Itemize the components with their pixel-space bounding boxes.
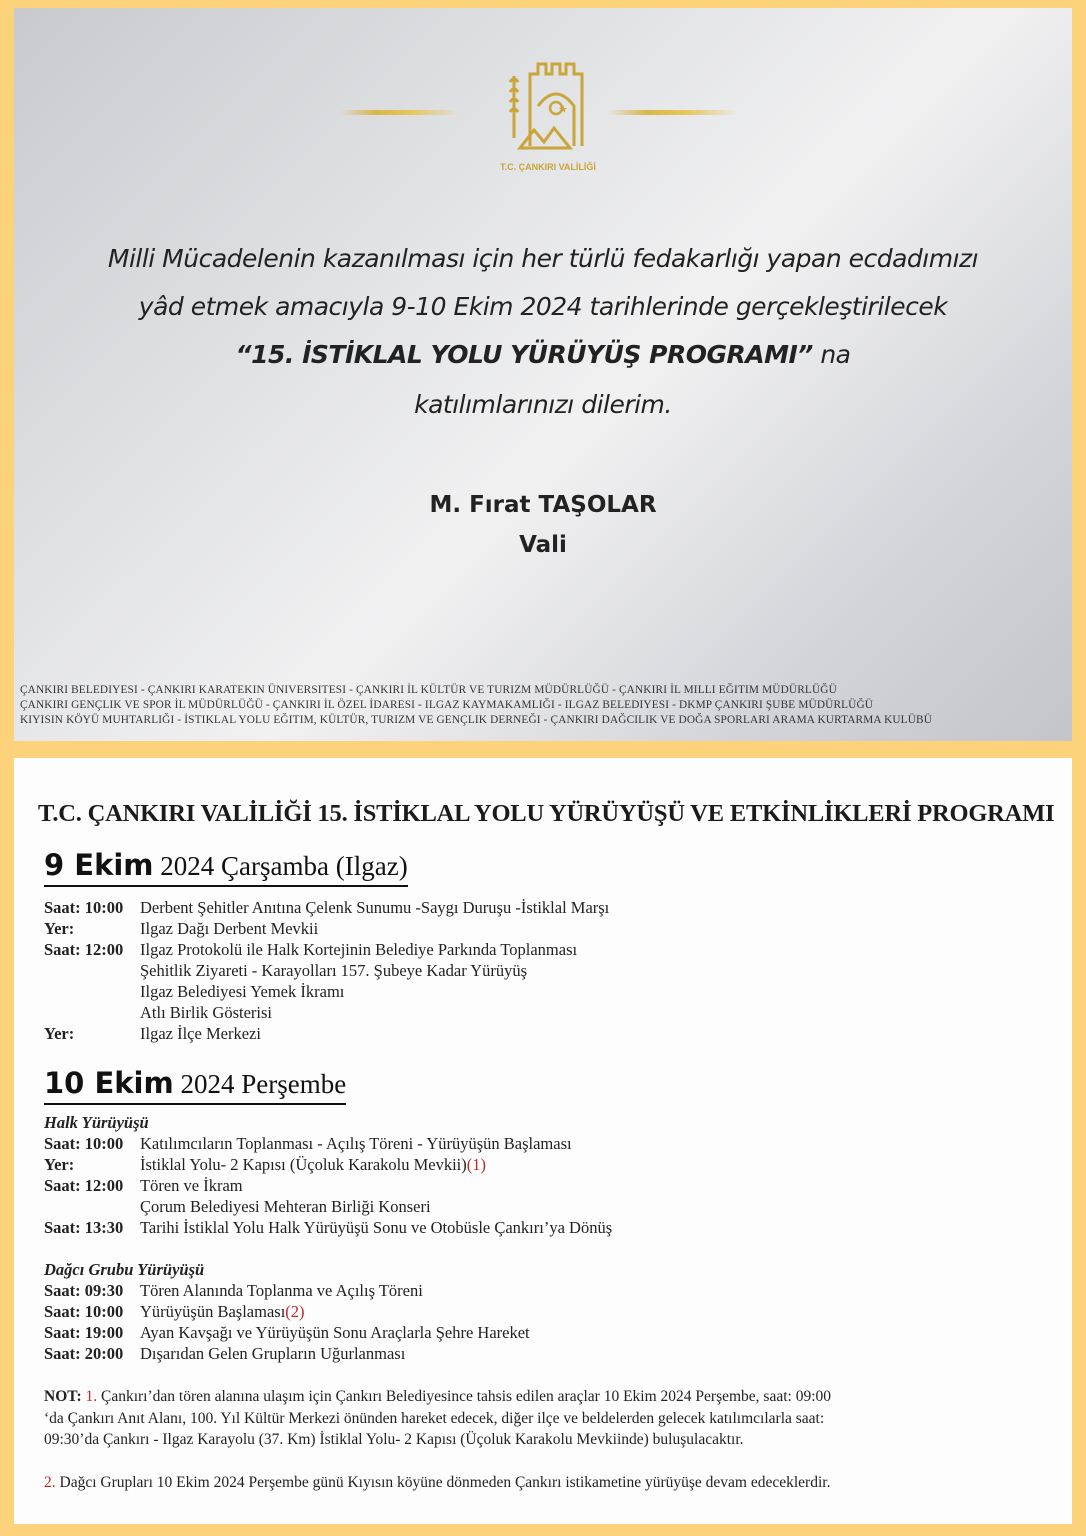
row-value: Ilgaz Protokolü ile Halk Kortejinin Belediye Parkında Toplanması [140,940,578,959]
day1-row [44,982,344,1002]
row-key: Saat: 13:30 [44,1218,124,1237]
row-key: Yer: [44,1155,75,1174]
program-card [14,758,1072,1524]
row-key: Saat: 20:00 [44,1344,124,1363]
message-line-1: Milli Mücadelenin kazanılması için her türlü fedakarlığı yapan ecdadımızı [107,244,979,273]
invitation-card [14,8,1072,741]
row-value: Şehitlik Ziyareti - Karayolları 157. Şubeye Kadar Yürüyüş [140,961,528,980]
day1-row [44,961,527,981]
day1-row [44,898,609,918]
halk-row [44,1197,431,1217]
note-text-2: Dağcı Grupları 10 Ekim 2024 Perşembe günü Kıyısın köyüne dönmeden Çankırı istikametine yürüyüşe devam edeceklerdir. [55,1474,831,1491]
row-value: Dışarıdan Gelen Grupların Uğurlanması [140,1344,406,1363]
row-key: Saat: 10:00 [44,898,124,917]
day1-row [44,919,318,939]
day1-row [44,1003,272,1023]
day1-header [44,848,408,887]
day2-header [44,1066,346,1105]
row-value: Çorum Belediyesi Mehteran Birliği Konseri [140,1197,431,1216]
signer-name: M. Fırat TAŞOLAR [429,492,657,518]
footnote-ref-2: (2) [285,1302,305,1321]
row-value: Ilgaz Belediyesi Yemek İkramı [140,982,345,1001]
row-value: Atlı Birlik Gösterisi [140,1003,272,1022]
halk-row [44,1218,612,1238]
row-value: İstiklal Yolu- 2 Kapısı (Üçoluk Karakolu Mevkii) [140,1155,467,1174]
halk-row [44,1155,486,1175]
halk-row [44,1176,243,1196]
row-value: Ilgaz Dağı Derbent Mevkii [140,919,319,938]
dagci-row [44,1323,530,1343]
row-key: Saat: 10:00 [44,1302,124,1321]
row-key: Yer: [44,919,75,938]
valilik-logo [490,46,606,176]
row-value: Yürüyüşün Başlaması [140,1302,286,1321]
day1-date: 9 Ekim [44,848,154,882]
row-key: Saat: 10:00 [44,1134,124,1153]
program-title: T.C. ÇANKIRI VALİLİĞİ 15. İSTİKLAL YOLU YÜRÜYÜŞÜ VE ETKİNLİKLERİ PROGRAMI [38,800,1055,827]
row-value: Ayan Kavşağı ve Yürüyüşün Sonu Araçlarla Şehre Hareket [140,1323,530,1342]
row-value: Tören Alanında Toplanma ve Açılış Töreni [140,1281,423,1300]
day1-row [44,1024,261,1044]
row-value: Tarihi İstiklal Yolu Halk Yürüyüşü Sonu ve Otobüsle Çankırı’ya Dönüş [140,1218,613,1237]
note-1 [44,1386,834,1451]
halk-row [44,1134,572,1154]
day2-date: 10 Ekim [44,1066,174,1100]
dagci-grubu-title: Dağcı Grubu Yürüyüşü [44,1260,205,1279]
program-name: “15. İSTİKLAL YOLU YÜRÜYÜŞ PROGRAMI” [235,340,813,369]
logo-caption: T.C. ÇANKIRI VALİLİĞİ [500,162,596,172]
note-number-2: 2. [44,1474,56,1491]
note-number-1: 1. [85,1388,98,1405]
note-text-1: Çankırı’dan tören alanına ulaşım için Çankırı Belediyesince tahsis edilen araçlar 10 Ekim 2024 Perşembe, saat: 09:00 ‘da Çankırı Anıt Alanı, 100. Yıl Kültür Merkezi önünden hareket edecek, diğer ilçe ve beldelerden gelecek katılımcılarla saat: 09:30’da Çankırı - Ilgaz Karayolu (37. Km) İstiklal Yolu- 2 Kapısı (Üçoluk Karakolu Mevkiinde) buluşulacaktır. [44,1388,831,1448]
row-key: Saat: 12:00 [44,1176,124,1195]
row-key: Yer: [44,1024,75,1043]
signer-title: Vali [519,532,567,558]
dagci-row [44,1344,405,1364]
organizations-line-2: ÇANKIRI GENÇLIK VE SPOR İL MÜDÜRLÜĞÜ - ÇANKIRI İL ÖZEL İDARESI - ILGAZ KAYMAKAMLIĞI - ILGAZ BELEDIYESI - DKMP ÇANKIRI ŞUBE MÜDÜRLÜĞÜ [20,699,874,711]
halk-yuruyusu-title: Halk Yürüyüşü [44,1113,149,1132]
row-value: Tören ve İkram [140,1176,243,1195]
row-key: Saat: 09:30 [44,1281,124,1300]
row-key: Saat: 12:00 [44,940,124,959]
day1-rest: 2024 Çarşamba (Ilgaz) [153,851,408,881]
message-line-4: katılımlarınızı dilerim. [414,390,672,419]
note-label: NOT: [44,1388,82,1405]
message-line-2: yâd etmek amacıyla 9-10 Ekim 2024 tarihlerinde gerçekleştirilecek [138,292,948,321]
row-value: Katılımcıların Toplanması - Açılış Töreni - Yürüyüşün Başlaması [140,1134,572,1153]
note-2 [44,1472,834,1494]
program-suffix: na [812,340,851,369]
day2-rest: 2024 Perşembe [173,1069,347,1099]
row-value: Derbent Şehitler Anıtına Çelenk Sunumu -Saygı Duruşu -İstiklal Marşı [140,898,610,917]
left-gold-line [340,110,460,115]
dagci-row [44,1302,305,1322]
message-line-3 [14,340,1072,369]
organizations-line-3: KIYISIN KÖYÜ MUHTARLIĞI - İSTIKLAL YOLU EĞITIM, KÜLTÜR, TURIZM VE GENÇLIK DERNEĞI - ÇANKIRI DAĞCILIK VE DOĞA SPORLARI ARAMA KURTARMA KULÜBÜ [20,714,933,726]
day1-row [44,940,577,960]
right-gold-line [608,110,738,115]
row-value: Ilgaz İlçe Merkezi [140,1024,261,1043]
organizations-line-1: ÇANKIRI BELEDIYESI - ÇANKIRI KARATEKIN ÜNIVERSITESI - ÇANKIRI İL KÜLTÜR VE TURIZM MÜDÜRLÜĞÜ - ÇANKIRI İL MILLI EĞITIM MÜDÜRLÜĞÜ [20,684,837,696]
footnote-ref-1: (1) [466,1155,487,1174]
dagci-row [44,1281,423,1301]
row-key: Saat: 19:00 [44,1323,124,1342]
